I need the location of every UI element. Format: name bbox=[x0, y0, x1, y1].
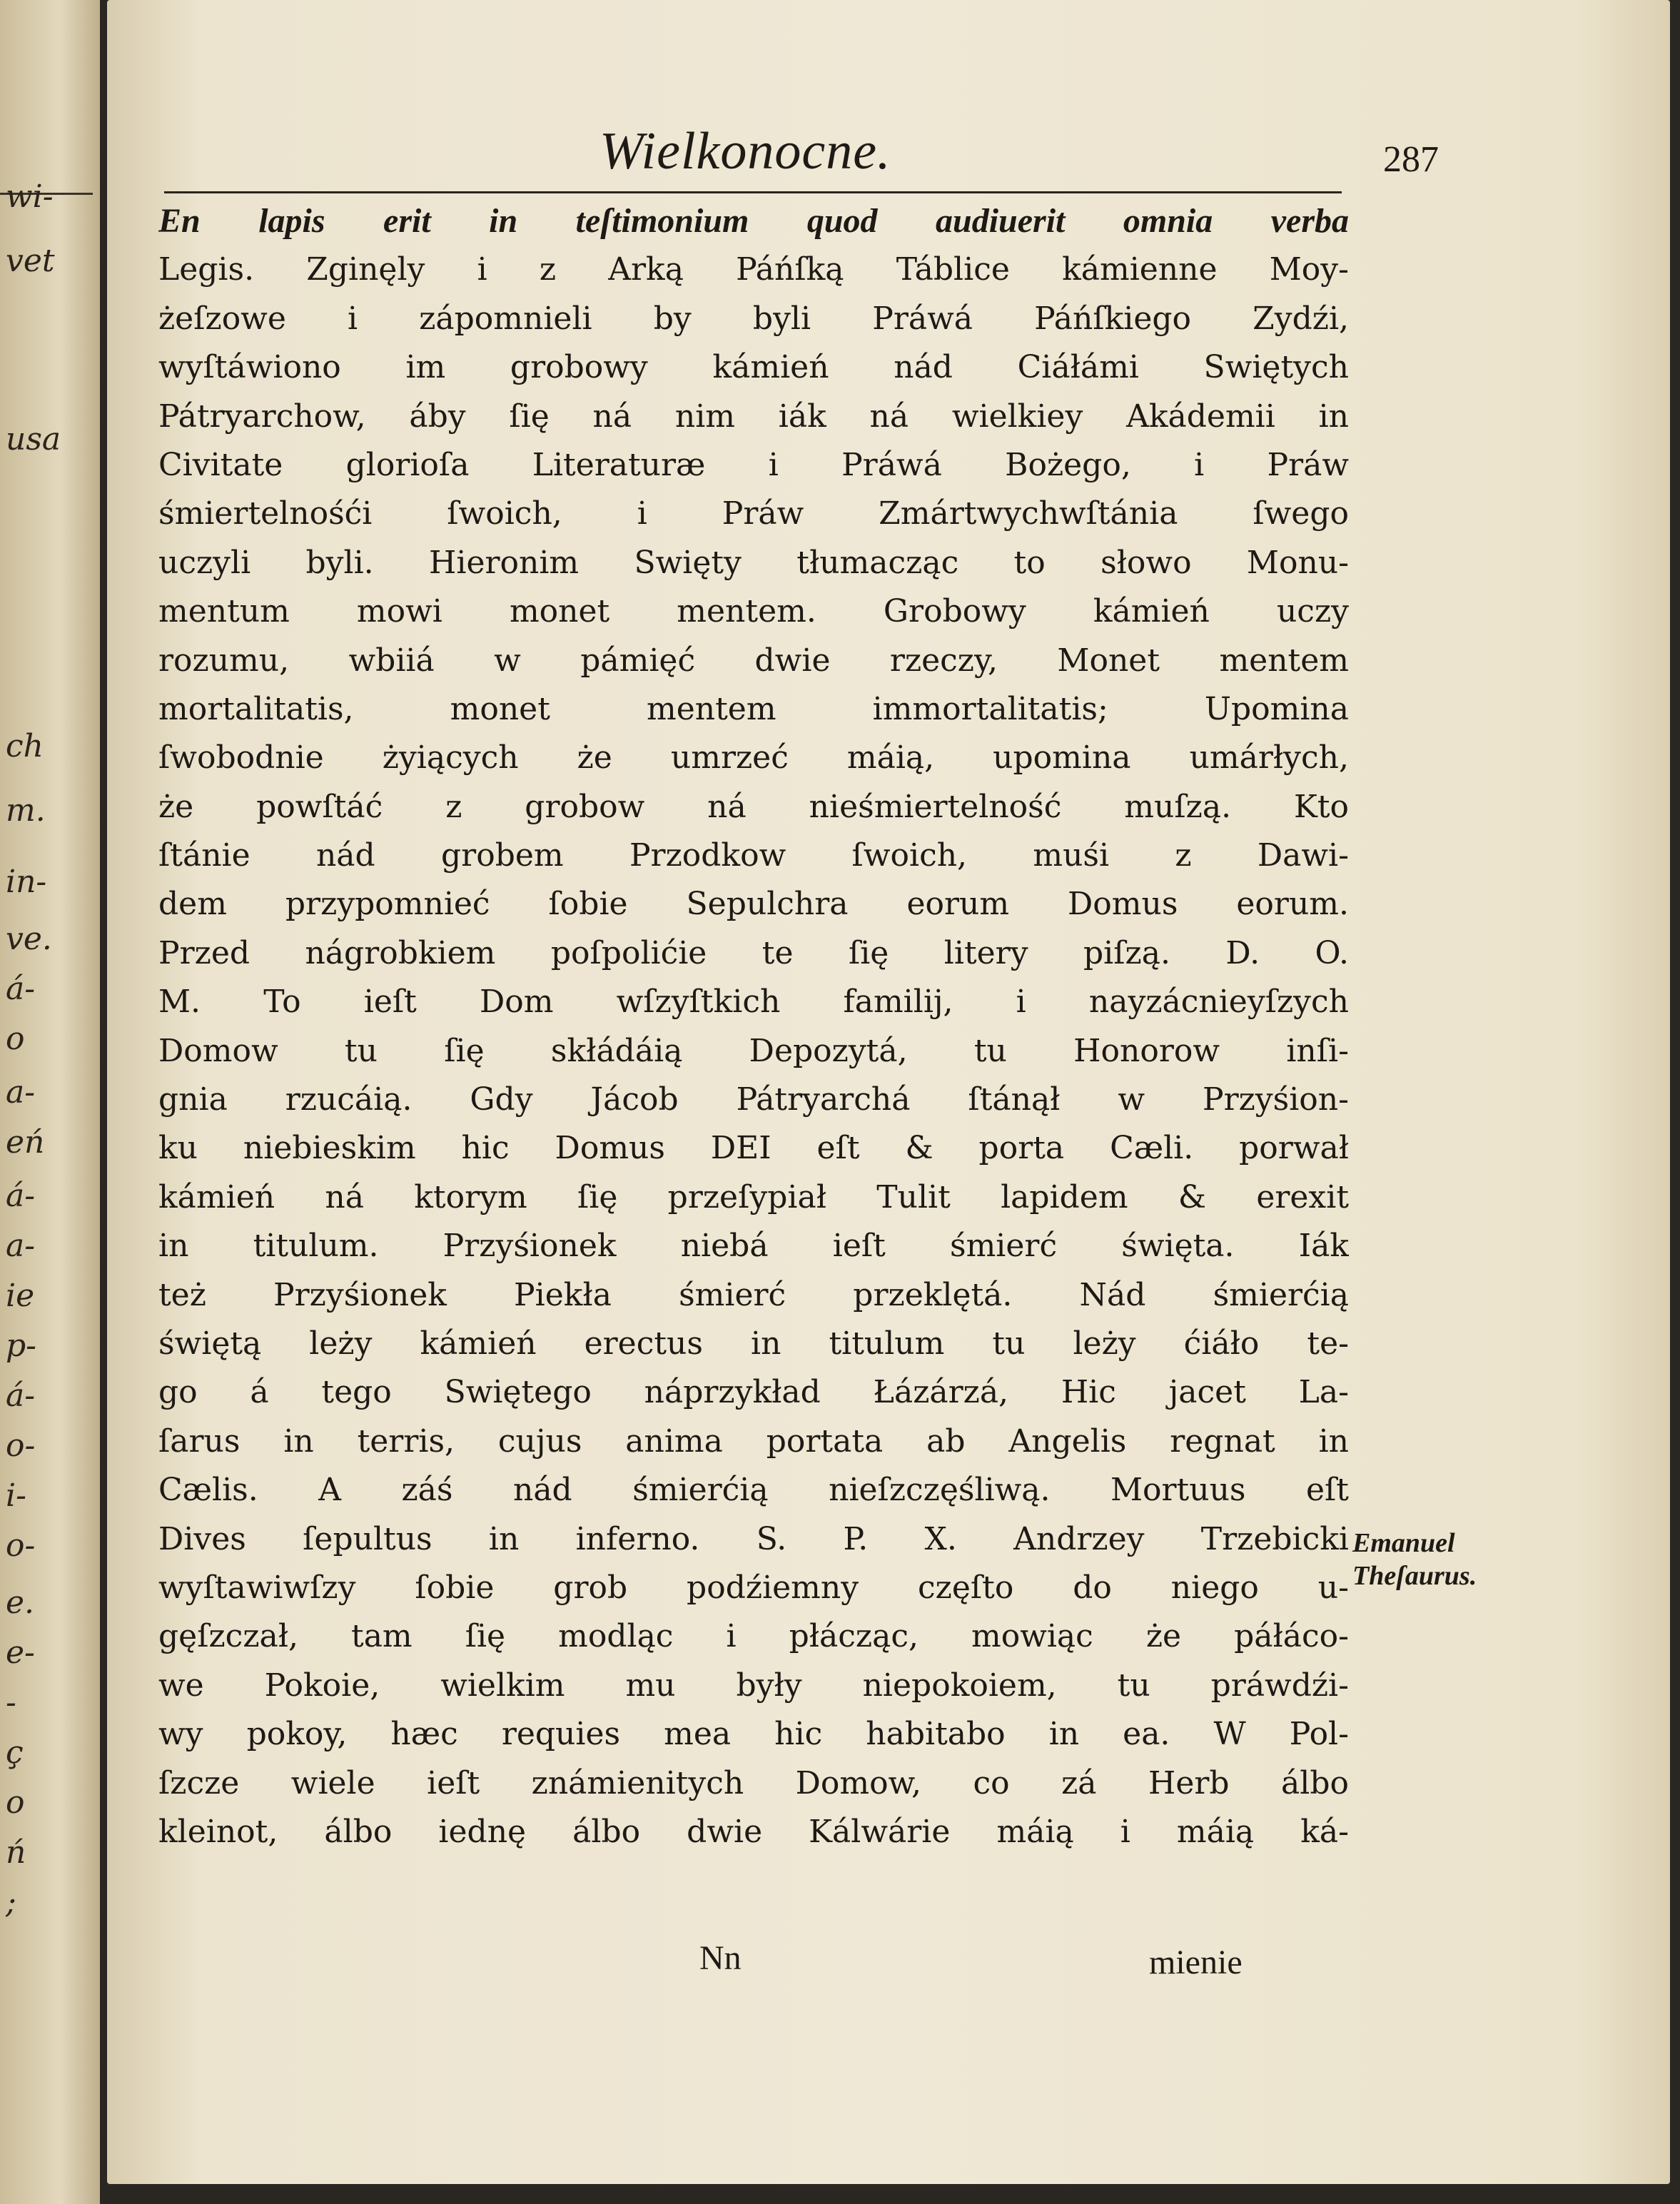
text-line: in titulum. Przyśionek niebá ieſt śmierć święta. Iák bbox=[158, 1228, 1349, 1265]
facing-page-fragment: e. bbox=[6, 1584, 35, 1621]
text-line: świętą leży kámień erectus in titulum tu leży ćiáło te- bbox=[158, 1325, 1349, 1362]
text-line: kleinot, álbo iednę álbo dwie Kálwárie máią i máią ká- bbox=[158, 1813, 1349, 1850]
facing-page-fragment: eń bbox=[6, 1124, 45, 1161]
text-line: też Przyśionek Piekła śmierć przeklętá. Nád śmierćią bbox=[158, 1276, 1349, 1313]
text-line: ſwobodnie żyiących że umrzeć máią, upomina umárłych, bbox=[158, 739, 1349, 777]
text-line: M. To ieſt Dom wſzyſtkich familij, i nayzácnieyſzych bbox=[158, 984, 1349, 1021]
facing-page-fragment: - bbox=[6, 1684, 16, 1721]
text-line: że powſtáć z grobow ná nieśmiertelność muſzą. Kto bbox=[158, 788, 1349, 825]
text-line: En lapis erit in teſtimonium quod audiuerit omnia verba bbox=[158, 202, 1349, 240]
text-line: Civitate glorioſa Literaturæ i Práwá Bożego, i Práw bbox=[158, 446, 1349, 483]
text-line: mentum mowi monet mentem. Grobowy kámień uczy bbox=[158, 593, 1349, 630]
facing-page-fragment: a- bbox=[6, 1074, 36, 1111]
facing-page-fragment: in- bbox=[6, 864, 47, 900]
facing-page-fragment: e- bbox=[6, 1634, 35, 1671]
text-line: mortalitatis, monet mentem immortalitatis; Upomina bbox=[158, 690, 1349, 727]
facing-page-fragment: o- bbox=[6, 1527, 36, 1564]
facing-page-fragment: o bbox=[6, 1784, 25, 1821]
facing-page-fragment: a- bbox=[6, 1228, 36, 1264]
header-rule bbox=[164, 191, 1342, 193]
book-page bbox=[107, 0, 1670, 2184]
facing-page-fragment: ie bbox=[6, 1278, 35, 1314]
facing-page-fragment: usa bbox=[6, 421, 61, 458]
facing-page-fragment: á- bbox=[6, 971, 36, 1007]
marginal-note-line-2: Theſaurus. bbox=[1352, 1561, 1477, 1591]
text-line: wyſtáwiono im grobowy kámień nád Ciáłámi Swiętych bbox=[158, 349, 1349, 386]
facing-page-fragment: m. bbox=[6, 792, 46, 829]
catchword: mienie bbox=[1149, 1943, 1243, 1981]
text-line: Cælis. A záś nád śmierćią nieſzczęśliwą. Mortuus eſt bbox=[158, 1472, 1349, 1509]
facing-page-fragment: ń bbox=[6, 1834, 26, 1871]
signature-mark: Nn bbox=[699, 1939, 742, 1977]
text-line: we Pokoie, wielkim mu były niepokoiem, tu práwdźi- bbox=[158, 1667, 1349, 1704]
text-line: Legis. Zginęly i z Arką Páńſką Táblice kámienne Moy- bbox=[158, 251, 1349, 288]
text-line: go á tego Swiętego náprzykład Łázárzá, Hic jacet La- bbox=[158, 1374, 1349, 1411]
facing-page-fragment: á- bbox=[6, 1178, 36, 1214]
text-line: ſtánie nád grobem Przodkow ſwoich, muśi z Dawi- bbox=[158, 837, 1349, 874]
body-text bbox=[158, 197, 1349, 1856]
text-line: Dives ſepultus in inferno. S. P. X. Andrzey Trzebicki bbox=[158, 1520, 1349, 1557]
facing-page-fragment: ; bbox=[6, 1884, 16, 1921]
text-line: uczyli byli. Hieronim Swięty tłumacząc to słowo Monu- bbox=[158, 544, 1349, 581]
text-line: dem przypomnieć ſobie Sepulchra eorum Domus eorum. bbox=[158, 886, 1349, 923]
facing-page-fragment: o bbox=[6, 1021, 25, 1057]
text-line: wy pokoy, hæc requies mea hic habitabo in ea. W Pol- bbox=[158, 1716, 1349, 1753]
facing-page-fragment: o- bbox=[6, 1427, 36, 1464]
text-line: wyſtawiwſzy ſobie grob podźiemny częſto do niego u- bbox=[158, 1569, 1349, 1606]
facing-page-fragment: vet bbox=[6, 243, 55, 279]
text-line: ku niebieskim hic Domus DEI eſt & porta Cæli. porwał bbox=[158, 1130, 1349, 1167]
text-line: rozumu, wbiiá w pámięć dwie rzeczy, Monet mentem bbox=[158, 642, 1349, 679]
text-line: śmiertelnośći ſwoich, i Práw Zmártwychwſtánia ſwego bbox=[158, 495, 1349, 532]
text-line: gnia rzucáią. Gdy Jácob Pátryarchá ſtánął w Przyśion- bbox=[158, 1081, 1349, 1118]
facing-page-fragment: á- bbox=[6, 1378, 36, 1414]
text-line: Przed nágrobkiem poſpolićie te ſię litery piſzą. D. O. bbox=[158, 934, 1349, 971]
text-line: ſarus in terris, cujus anima portata ab Angelis regnat in bbox=[158, 1422, 1349, 1460]
facing-page-fragment: ç bbox=[6, 1734, 24, 1771]
marginal-note-line-1: Emanuel bbox=[1352, 1528, 1455, 1558]
facing-page-fragment: p- bbox=[6, 1328, 37, 1364]
page-number: 287 bbox=[1383, 139, 1439, 180]
text-line: Domow tu ſię skłádáią Depozytá, tu Honorow inſi- bbox=[158, 1032, 1349, 1069]
facing-page-fragment: wi- bbox=[6, 178, 54, 215]
text-line: Pátryarchow, áby ſię ná nim iák ná wielkiey Akádemii in bbox=[158, 398, 1349, 435]
text-line: ſzcze wiele ieſt známienitych Domow, co zá Herb álbo bbox=[158, 1764, 1349, 1801]
text-line: kámień ná ktorym ſię przeſypiał Tulit lapidem & erexit bbox=[158, 1178, 1349, 1215]
facing-page-edge bbox=[0, 0, 100, 2204]
facing-page-fragment: ve. bbox=[6, 921, 52, 957]
text-line: żeſzowe i zápomnieli by byli Práwá Páńſkiego Zydźi, bbox=[158, 300, 1349, 337]
facing-page-fragment: i- bbox=[6, 1477, 26, 1514]
running-head: Wielkonocne. bbox=[599, 122, 891, 181]
facing-page-fragment: ch bbox=[6, 728, 44, 764]
text-line: gęſzczał, tam ſię modląc i płácząc, mowiąc że páłáco- bbox=[158, 1618, 1349, 1655]
